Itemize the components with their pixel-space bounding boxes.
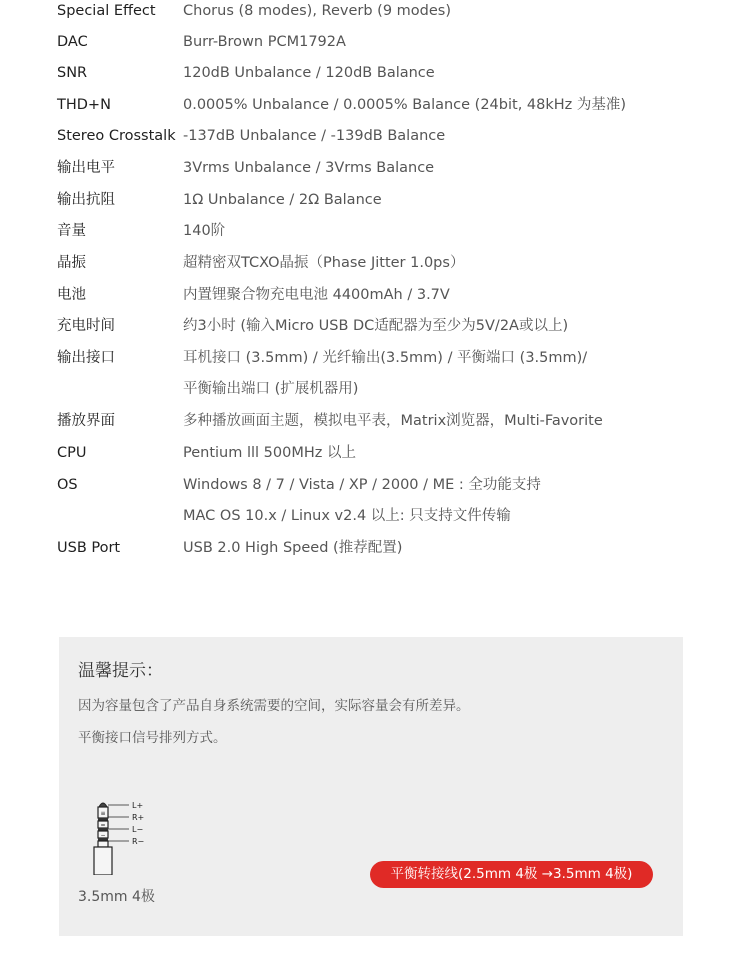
balance-cable-badge: 平衡转接线(2.5mm 4极 →3.5mm 4极): [370, 861, 653, 888]
spec-row: [0, 410, 750, 441]
spec-value: -137dB Unbalance / -139dB Balance: [183, 128, 446, 144]
svg-text:−: −: [100, 832, 106, 839]
spec-value: 1Ω Unbalance / 2Ω Balance: [183, 192, 382, 208]
pin-label-l-minus: L−: [132, 825, 144, 834]
spec-label: USB Port: [57, 540, 121, 556]
spec-row: [0, 537, 750, 568]
spec-row: [0, 315, 750, 346]
spec-label: 播放界面: [57, 413, 115, 429]
pin-label-l-plus: L+: [132, 801, 144, 810]
spec-label: 晶振: [57, 255, 86, 271]
svg-text:=: =: [100, 822, 106, 829]
capacity-note: 因为容量包含了产品自身系统需要的空间，实际容量会有所差异。: [78, 698, 470, 714]
spec-label: DAC: [57, 34, 88, 50]
spec-label: THD+N: [57, 97, 111, 113]
spec-label: Stereo Crosstalk: [57, 128, 176, 144]
spec-value: 0.0005% Unbalance / 0.0005% Balance (24bit, 48kHz 为基准): [183, 97, 627, 113]
spec-row: [0, 125, 750, 156]
spec-label: Special Effect: [57, 3, 156, 19]
spec-value: 多种播放画面主题，模拟电平表，Matrix浏览器，Multi-Favorite: [183, 413, 603, 429]
spec-row: [0, 474, 750, 505]
spec-value: Windows 8 / 7 / Vista / XP / 2000 / ME : 全功能支持: [183, 477, 541, 493]
notice-panel: [59, 637, 683, 936]
spec-label: 输出抗阻: [57, 192, 115, 208]
spec-label: OS: [57, 477, 78, 493]
spec-value: 约3小时 (输入Micro USB DC适配器为至少为5V/2A或以上): [183, 318, 569, 334]
spec-row: [0, 442, 750, 473]
spec-row: [0, 505, 750, 536]
spec-row: [0, 347, 750, 378]
pin-label-r-minus: R−: [132, 837, 145, 846]
spec-row: [0, 378, 750, 409]
spec-value: USB 2.0 High Speed (推荐配置): [183, 540, 403, 556]
spec-value: 140阶: [183, 223, 226, 239]
spec-row: [0, 284, 750, 315]
spec-row: [0, 252, 750, 283]
spec-row: [0, 220, 750, 251]
spec-label: 电池: [57, 287, 86, 303]
pin-label-r-plus: R+: [132, 813, 145, 822]
balance-note: 平衡接口信号排列方式。: [78, 730, 227, 746]
spec-label: 输出接口: [57, 350, 115, 366]
spec-value: 3Vrms Unbalance / 3Vrms Balance: [183, 160, 435, 176]
spec-value: Burr-Brown PCM1792A: [183, 34, 346, 50]
spec-value: Pentium lll 500MHz 以上: [183, 445, 356, 461]
spec-row: [0, 157, 750, 188]
spec-row: [0, 62, 750, 93]
spec-row: [0, 31, 750, 62]
spec-value: 120dB Unbalance / 120dB Balance: [183, 65, 435, 81]
spec-row: [0, 0, 750, 31]
spec-value: 内置锂聚合物充电电池 4400mAh / 3.7V: [183, 287, 450, 303]
spec-value: MAC OS 10.x / Linux v2.4 以上: 只支持文件传输: [183, 508, 511, 524]
spec-row: [0, 94, 750, 125]
spec-label: SNR: [57, 65, 88, 81]
jack-caption: 3.5mm 4极: [78, 889, 155, 905]
spec-value: 平衡输出端口 (扩展机器用): [183, 381, 359, 397]
spec-value: 耳机接口 (3.5mm) / 光纤输出(3.5mm) / 平衡端口 (3.5mm)/: [183, 350, 588, 366]
spec-value: Chorus (8 modes), Reverb (9 modes): [183, 3, 451, 19]
spec-label: 输出电平: [57, 160, 115, 176]
svg-text:≡: ≡: [100, 810, 106, 817]
spec-row: [0, 189, 750, 220]
spec-label: CPU: [57, 445, 87, 461]
trrs-jack-diagram: [89, 795, 169, 875]
spec-label: 充电时间: [57, 318, 115, 334]
spec-value: 超精密双TCXO晶振（Phase Jitter 1.0ps）: [183, 255, 465, 271]
notice-title: 温馨提示：: [78, 661, 163, 681]
spec-label: 音量: [57, 223, 86, 239]
